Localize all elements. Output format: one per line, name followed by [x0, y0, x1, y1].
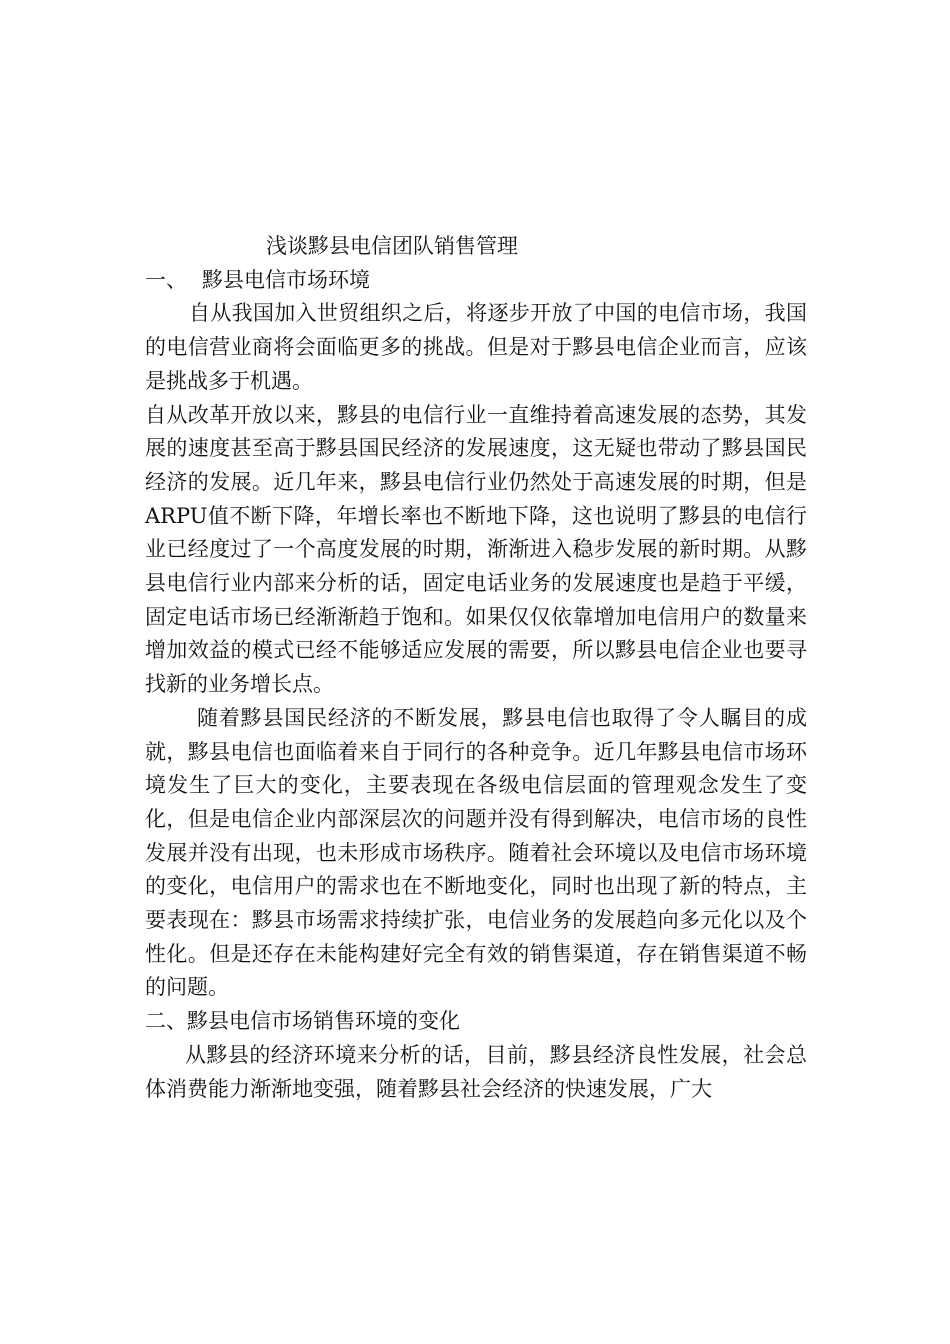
paragraph-2: 自从改革开放以来，黟县的电信行业一直维持着高速发展的态势，其发展的速度甚至高于黟县国民经济的发展速度，这无疑也带动了黟县国民经济的发展。近几年来，黟县电信行业仍然处于高速发展的时期，但是ARPU值不断下降，年增长率也不断地下降，这也说明了黟县的电信行业已经度过了一个高度发展的时期，渐渐进入稳步发展的新时期。从黟县电信行业内部来分析的话，固定电话业务的发展速度也是趋于平缓，固定电话市场已经渐渐趋于饱和。如果仅仅依靠增加电信用户的数量来增加效益的模式已经不能够适应发展的需要，所以黟县电信企业也要寻找新的业务增长点。 [145, 402, 807, 697]
section-heading-1 [145, 264, 807, 298]
document-body [145, 230, 807, 1106]
section-heading-2: 二、黟县电信市场销售环境的变化 [145, 1009, 460, 1034]
document-title: 浅谈黟县电信团队销售管理 [266, 234, 518, 258]
section-heading-1-text: 黟县电信市场环境 [202, 267, 370, 292]
paragraph-1: 自从我国加入世贸组织之后，将逐步开放了中国的电信市场，我国的电信营业商将会面临更多的挑战。但是对于黟县电信企业而言，应该是挑战多于机遇。 [145, 301, 807, 393]
section-number-1: 一、 [145, 267, 187, 292]
paragraph-4: 从黟县的经济环境来分析的话，目前，黟县经济良性发展，社会总体消费能力渐渐地变强，随着黟县社会经济的快速发展，广大 [145, 1042, 807, 1101]
paragraph-3: 随着黟县国民经济的不断发展，黟县电信也取得了令人瞩目的成就，黟县电信也面临着来自于同行的各种竞争。近几年黟县电信市场环境发生了巨大的变化，主要表现在各级电信层面的管理观念发生了变化，但是电信企业内部深层次的问题并没有得到解决，电信市场的良性发展并没有出现，也未形成市场秩序。随着社会环境以及电信市场环境的变化，电信用户的需求也在不断地变化，同时也出现了新的特点，主要表现在：黟县市场需求持续扩张，电信业务的发展趋向多元化以及个性化。但是还存在未能构建好完全有效的销售渠道，存在销售渠道不畅的问题。 [145, 705, 807, 1000]
